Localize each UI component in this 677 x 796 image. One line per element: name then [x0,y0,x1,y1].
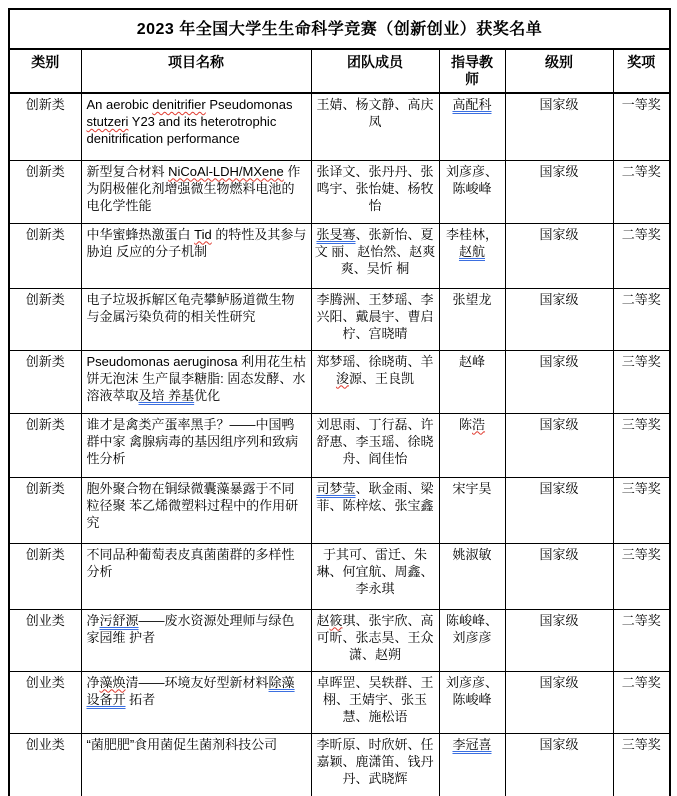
spellcheck-marked-text: 张旻骞 [316,226,356,242]
cell-project [81,609,311,671]
text-segment: 优化 [194,387,221,403]
award-table [8,8,671,796]
cell-level: 国家级 [505,223,613,288]
table-row [9,288,670,350]
cell-category: 创业类 [9,671,81,733]
cell-team [311,413,439,477]
spellcheck-marked-text: 筱 [329,612,343,628]
cell-award: 二等奖 [613,609,670,671]
table-row [9,350,670,413]
text-segment: 电子垃圾拆解区龟壳攀鲈肠道微生物与金属污染负荷的相关性研究 [86,291,295,324]
table-row [9,223,670,288]
cell-category: 创新类 [9,288,81,350]
text-segment: 谁才是禽类产蛋率黑手？——中国鸭群中家 禽腺病毒的基因组序列和致病性分析 [86,416,299,466]
text-segment: 作为阴极催化剂增强微生物燃料电池的电化学性能 [86,163,301,213]
cell-project [81,671,311,733]
cell-team [311,733,439,796]
cell-award: 二等奖 [613,671,670,733]
spellcheck-marked-text: stutzeri [86,114,129,129]
text-segment: 王婧、杨文静、高庆凤 [316,97,434,129]
title-row [9,9,670,49]
text-segment: 陈峻峰、刘彦彦 [445,612,498,645]
cell-level: 国家级 [505,413,613,477]
column-header-award: 奖项 [613,49,670,93]
text-segment: 源、王良凯 [349,370,415,386]
text-segment: 刘彦彦、陈峻峰 [445,163,498,196]
cell-award: 三等奖 [613,543,670,609]
text-segment: 不同品种葡萄表皮真菌菌群的多样性分析 [86,546,295,579]
text-segment: 净 [86,674,100,690]
cell-level: 国家级 [505,477,613,543]
cell-project [81,93,311,160]
cell-category: 创新类 [9,93,81,160]
text-segment: 李腾洲、王梦瑶、李兴阳、戴晨宇、曹启柠、宫晓晴 [316,291,434,341]
header-row [9,49,670,93]
text-segment: An aerobic [86,97,153,112]
text-segment: 李昕原、时欣妍、任嘉颖、鹿潇笛、钱丹丹、武晓辉 [316,736,434,786]
table-row [9,671,670,733]
text-segment: 李桂林， [445,226,498,242]
table-row [9,93,670,160]
cell-award: 二等奖 [613,288,670,350]
cell-team [311,288,439,350]
text-segment: 拓者 [125,691,156,707]
text-segment: 赵 [316,612,330,628]
text-segment: Pseudomonas aeruginosa 利用花生枯饼无泡沫 生产鼠李糖脂: 固态发酵、水溶液萃取 [86,353,307,403]
spellcheck-marked-text: Tid [194,226,212,242]
cell-award: 三等奖 [613,413,670,477]
cell-project [81,733,311,796]
cell-team [311,350,439,413]
column-header-team: 团队成员 [311,49,439,93]
cell-team [311,93,439,160]
text-segment: 郑梦瑶、徐晓萌、羊 [316,353,434,369]
text-segment: 刘思雨、丁行磊、许舒惠、李玉瑶、徐晓舟、阎佳怡 [316,416,434,466]
cell-category: 创新类 [9,350,81,413]
table-body [9,93,670,796]
spellcheck-marked-text: 污舒源 [99,612,139,628]
text-segment: Pseudomonas [205,97,293,112]
spellcheck-marked-text: 浩 [472,416,486,432]
cell-advisor [439,223,505,288]
text-segment: 净 [86,612,100,628]
cell-advisor [439,733,505,796]
text-segment: 张望龙 [452,291,492,307]
text-segment: 琪、张宇欣、高可昕、张志昊、王众潇、赵朔 [316,612,434,662]
table-row [9,609,670,671]
table-title: 2023 年全国大学生生命科学竞赛（创新创业）获奖名单 [9,9,670,49]
cell-category: 创业类 [9,609,81,671]
cell-project [81,350,311,413]
text-segment: 陈 [458,416,472,432]
cell-award: 一等奖 [613,93,670,160]
cell-advisor [439,671,505,733]
text-segment: 、张新怡、夏文 丽、赵怡然、赵爽爽、吴忻 桐 [314,226,436,276]
column-header-category: 类别 [9,49,81,93]
cell-level: 国家级 [505,733,613,796]
table-row [9,543,670,609]
cell-team [311,160,439,223]
cell-advisor [439,413,505,477]
cell-category: 创业类 [9,733,81,796]
cell-advisor [439,543,505,609]
table-row [9,477,670,543]
text-segment: “菌肥肥”食用菌促生菌剂科技公司 [86,736,278,752]
cell-project [81,223,311,288]
cell-award: 三等奖 [613,350,670,413]
spellcheck-marked-text: 浚 [335,370,349,386]
spellcheck-marked-text: 高配科 [452,97,492,112]
text-segment: 刘彦彦、陈峻峰 [445,674,498,707]
spellcheck-marked-text: denitrifier [152,97,206,112]
cell-level: 国家级 [505,350,613,413]
cell-category: 创新类 [9,413,81,477]
table-row [9,413,670,477]
cell-advisor [439,288,505,350]
spellcheck-marked-text: 赵航 [458,243,485,259]
cell-advisor [439,350,505,413]
cell-advisor [439,160,505,223]
cell-team [311,477,439,543]
column-header-advisor: 指导教师 [439,49,505,93]
spellcheck-marked-text: NiCoAl-LDH/MXene [168,163,284,179]
cell-project [81,477,311,543]
cell-team [311,609,439,671]
text-segment: 的特性及其参与胁迫 反应的分子机制 [86,226,307,259]
text-segment: 、耿金雨、梁菲、陈梓炫、张宝鑫 [316,480,434,513]
cell-team [311,543,439,609]
cell-advisor [439,609,505,671]
cell-team [311,223,439,288]
cell-category: 创新类 [9,543,81,609]
spellcheck-marked-text: 除藻设备开 [86,674,295,707]
cell-category: 创新类 [9,223,81,288]
text-segment: ——废水资源处理师与绿色家园维 护者 [86,612,295,645]
cell-level: 国家级 [505,160,613,223]
spellcheck-marked-text: 及培 养基 [138,387,195,403]
cell-project [81,288,311,350]
text-segment: 新型复合材料 [86,163,169,179]
text-segment: 赵峰 [458,353,485,369]
cell-team [311,671,439,733]
spellcheck-marked-text: 藻焕 [99,674,126,690]
table-row [9,160,670,223]
text-segment: 卓晖罡、吴轶群、王栩、王婧宇、张玉慧、施松语 [316,674,434,724]
text-segment: 中华蜜蜂热激蛋白 [86,226,195,242]
cell-level: 国家级 [505,543,613,609]
text-segment: 于其可、雷迁、朱琳、何宜航、周鑫、李永琪 [316,546,434,596]
cell-level: 国家级 [505,93,613,160]
cell-advisor [439,93,505,160]
text-segment: 宋宇昊 [452,480,492,496]
spellcheck-marked-text: 李冠喜 [452,736,492,752]
text-segment: Y23 and its heterotrophic denitrification performance [86,114,277,146]
text-segment: 姚淑敏 [452,546,492,562]
column-header-level: 级别 [505,49,613,93]
cell-award: 三等奖 [613,733,670,796]
cell-project [81,543,311,609]
text-segment: 胞外聚合物在铜绿微囊藻暴露于不同粒径聚 苯乙烯微塑料过程中的作用研究 [86,480,299,530]
cell-category: 创新类 [9,477,81,543]
cell-category: 创新类 [9,160,81,223]
text-segment: 张译文、张丹丹、张鸣宇、张怡婕、杨牧怡 [316,163,434,213]
cell-level: 国家级 [505,671,613,733]
cell-level: 国家级 [505,609,613,671]
cell-project [81,413,311,477]
cell-award: 三等奖 [613,477,670,543]
cell-award: 二等奖 [613,160,670,223]
cell-award: 二等奖 [613,223,670,288]
cell-level: 国家级 [505,288,613,350]
spellcheck-marked-text: 司梦莹 [316,480,356,496]
cell-project [81,160,311,223]
table-row [9,733,670,796]
column-header-project: 项目名称 [81,49,311,93]
text-segment: 清——环境友好型新材料 [125,674,269,690]
cell-advisor [439,477,505,543]
